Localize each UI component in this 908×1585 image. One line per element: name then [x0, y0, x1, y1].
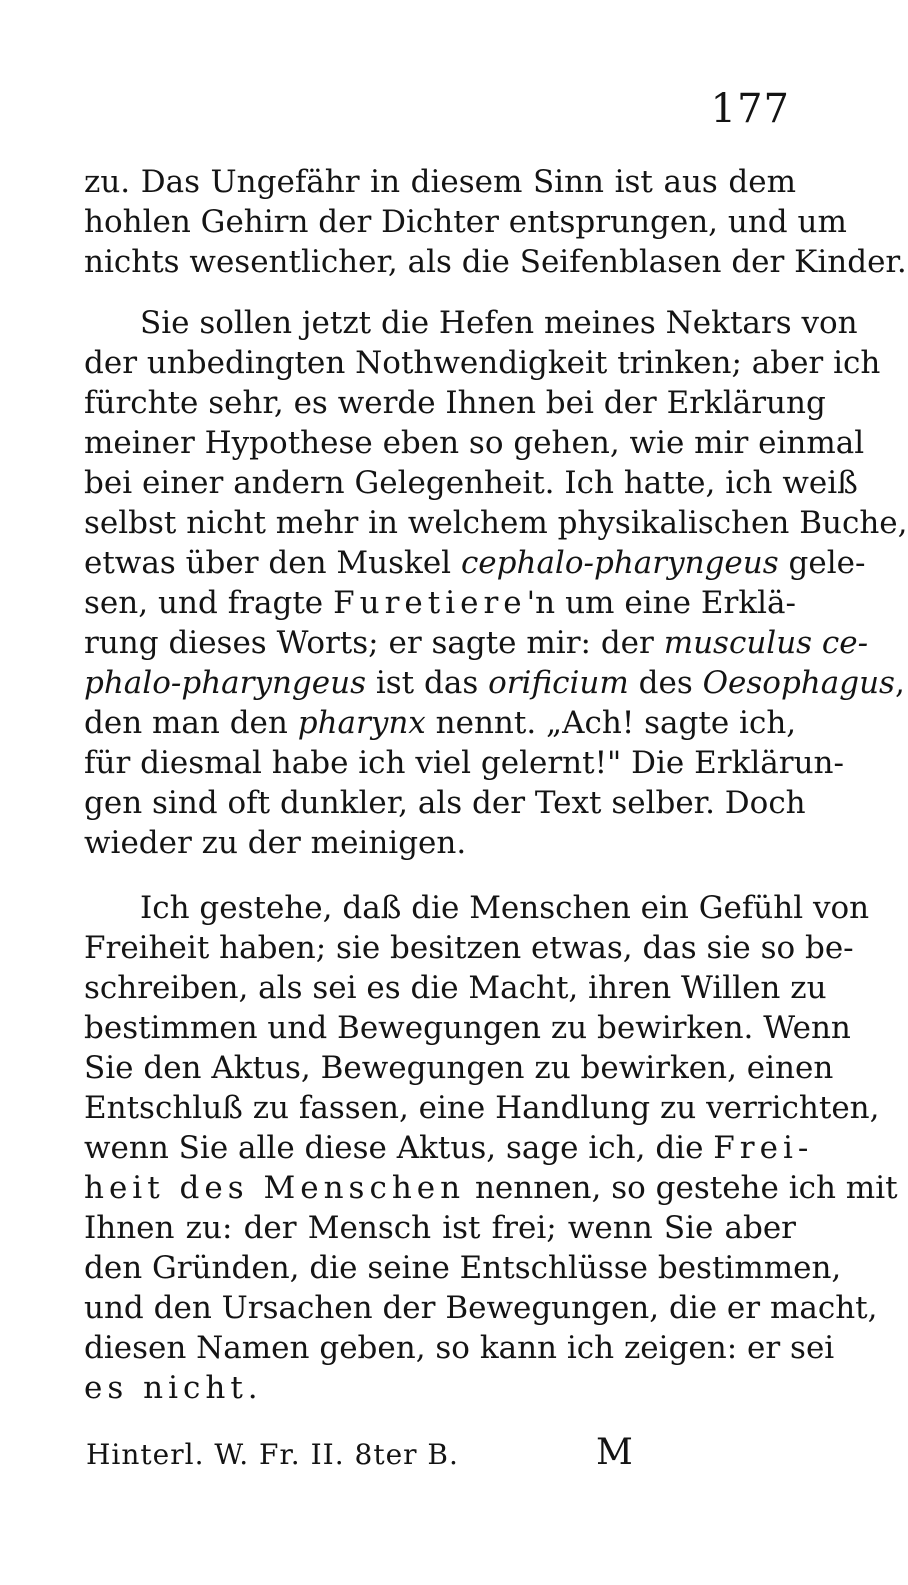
- latin-term: Oesophagus: [702, 665, 895, 701]
- paragraph-3-line-1: Ich gestehe, daß die Menschen ein Gefühl von: [140, 890, 870, 926]
- paragraph-3-line-7: [84, 1128, 814, 1168]
- latin-term: phalo-pharyngeus: [84, 665, 366, 701]
- paragraph-1-line-3: nichts wesentlicher, als die Seifenblasen der Kinder.: [84, 244, 907, 280]
- text-run: rung dieses Worts; er sagte mir: der: [84, 625, 664, 661]
- sheet-mark: M: [596, 1432, 633, 1473]
- signature-line: Hinterl. W. Fr. II. 8ter B.: [86, 1438, 459, 1471]
- text-run: 'n um eine Erklä-: [526, 585, 796, 621]
- paragraph-2-line-3: fürchte sehr, es werde Ihnen bei der Erklärung: [84, 385, 826, 421]
- text-run: den man den: [84, 705, 298, 741]
- spaced-term: Frei-: [713, 1130, 814, 1166]
- paragraph-3-line-5: Sie den Aktus, Bewegungen zu bewirken, einen: [84, 1050, 834, 1086]
- text-run: etwas über den Muskel: [84, 545, 461, 581]
- text-run: wenn Sie alle diese Aktus, sage ich, die: [84, 1130, 714, 1166]
- spaced-term: heit des Menschen: [84, 1170, 466, 1206]
- text-run: nennt. „Ach! sagte ich,: [425, 705, 797, 741]
- paragraph-2-line-2: der unbedingten Nothwendigkeit trinken; aber ich: [84, 345, 881, 381]
- paragraph-3-line-3: schreiben, als sei es die Macht, ihren Willen zu: [84, 970, 827, 1006]
- text-run: sen, und fragte: [84, 585, 334, 621]
- paragraph-3-line-11: und den Ursachen der Bewegungen, die er macht,: [84, 1290, 878, 1326]
- text-run: ,: [894, 665, 905, 701]
- paragraph-2-line-14: wieder zu der meinigen.: [84, 825, 467, 861]
- paragraph-2-line-10: [84, 663, 905, 703]
- paragraph-2-line-6: selbst nicht mehr in welchem physikalischen Buche,: [84, 505, 908, 541]
- paragraph-2-line-12: für diesmal habe ich viel gelernt!" Die Erklärun-: [84, 745, 844, 781]
- paragraph-2-line-9: [84, 623, 869, 663]
- paragraph-1-line-1: zu. Das Ungefähr in diesem Sinn ist aus dem: [84, 164, 796, 200]
- paragraph-3-line-13: es nicht.: [84, 1370, 263, 1406]
- text-run: nennen, so gestehe ich mit: [465, 1170, 898, 1206]
- latin-term: pharynx: [297, 705, 426, 741]
- latin-term: orificium: [488, 665, 629, 701]
- paragraph-2-line-5: bei einer andern Gelegenheit. Ich hatte, ich weiß: [84, 465, 858, 501]
- paragraph-2-line-8: [84, 583, 796, 623]
- paragraph-3-line-4: bestimmen und Bewegungen zu bewirken. Wenn: [84, 1010, 851, 1046]
- text-run: des: [628, 665, 703, 701]
- paragraph-3-line-2: Freiheit haben; sie besitzen etwas, das sie so be-: [84, 930, 854, 966]
- latin-term: cephalo-pharyngeus: [460, 545, 779, 581]
- text-run: ist das: [366, 665, 489, 701]
- spaced-name: Furetiere: [333, 585, 527, 621]
- paragraph-3-line-6: Entschluß zu fassen, eine Handlung zu verrichten,: [84, 1090, 880, 1126]
- text-run: gele-: [778, 545, 866, 581]
- paragraph-2-line-1: Sie sollen jetzt die Hefen meines Nektars von: [140, 305, 858, 341]
- paragraph-1-line-2: hohlen Gehirn der Dichter entsprungen, und um: [84, 204, 847, 240]
- page-number: 177: [710, 86, 790, 132]
- paragraph-3-line-10: den Gründen, die seine Entschlüsse bestimmen,: [84, 1250, 842, 1286]
- latin-term: musculus ce-: [663, 625, 869, 661]
- paragraph-2-line-13: gen sind oft dunkler, als der Text selber. Doch: [84, 785, 806, 821]
- paragraph-3-line-9: Ihnen zu: der Mensch ist frei; wenn Sie aber: [84, 1210, 796, 1246]
- paragraph-2-line-11: [84, 703, 796, 743]
- paragraph-3-line-12: diesen Namen geben, so kann ich zeigen: er sei: [84, 1330, 835, 1366]
- paragraph-2-line-7: [84, 543, 866, 583]
- paragraph-2-line-4: meiner Hypothese eben so gehen, wie mir einmal: [84, 425, 865, 461]
- paragraph-3-line-8: [84, 1168, 898, 1208]
